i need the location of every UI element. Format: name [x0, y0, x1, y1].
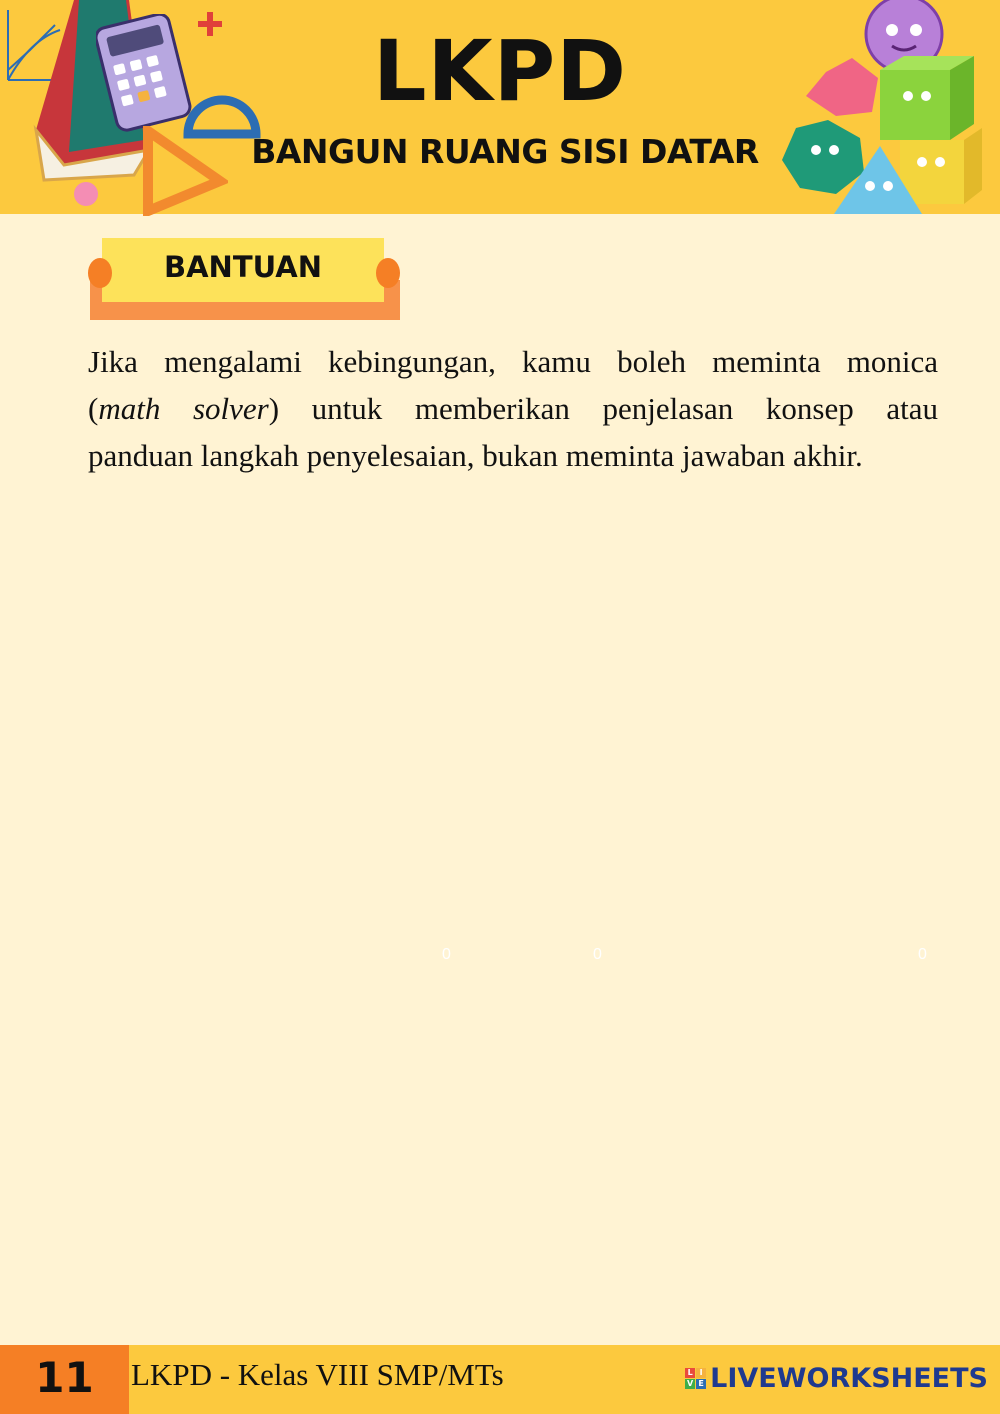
paragraph-line-1: Jika mengalami kebingungan, kamu boleh meminta monica [88, 344, 938, 379]
circle-decoration [72, 180, 100, 208]
page-title: LKPD [373, 22, 627, 120]
paragraph-line-2 [88, 385, 938, 432]
help-paragraph [88, 338, 938, 479]
math-solver-term: math solver [98, 391, 269, 426]
lve-logo-icon: L I V E [685, 1368, 706, 1389]
page-header [0, 0, 1000, 214]
section-badge [86, 236, 402, 322]
set-square-icon [138, 126, 228, 216]
hidden-marker: 0 [442, 946, 451, 963]
hidden-marker: 0 [593, 946, 602, 963]
footer-text: LKPD - Kelas VIII SMP/MTs [131, 1357, 504, 1392]
paren-open: ( [88, 391, 99, 426]
hidden-marker: 0 [918, 946, 927, 963]
paragraph-line-3: panduan langkah penyelesaian, bukan meminta jawaban akhir. [88, 438, 863, 473]
page-number: 11 [0, 1345, 129, 1414]
smiling-shapes-icon [776, 0, 1000, 228]
page-footer [0, 1345, 1000, 1414]
section-badge-label: BANTUAN [164, 250, 322, 284]
page-subtitle: BANGUN RUANG SISI DATAR [251, 132, 759, 171]
liveworksheets-logo[interactable] [685, 1363, 988, 1394]
paragraph-line-2-rest: ) untuk memberikan penjelasan konsep atau [268, 391, 938, 426]
brand-name: LIVEWORKSHEETS [710, 1363, 988, 1394]
